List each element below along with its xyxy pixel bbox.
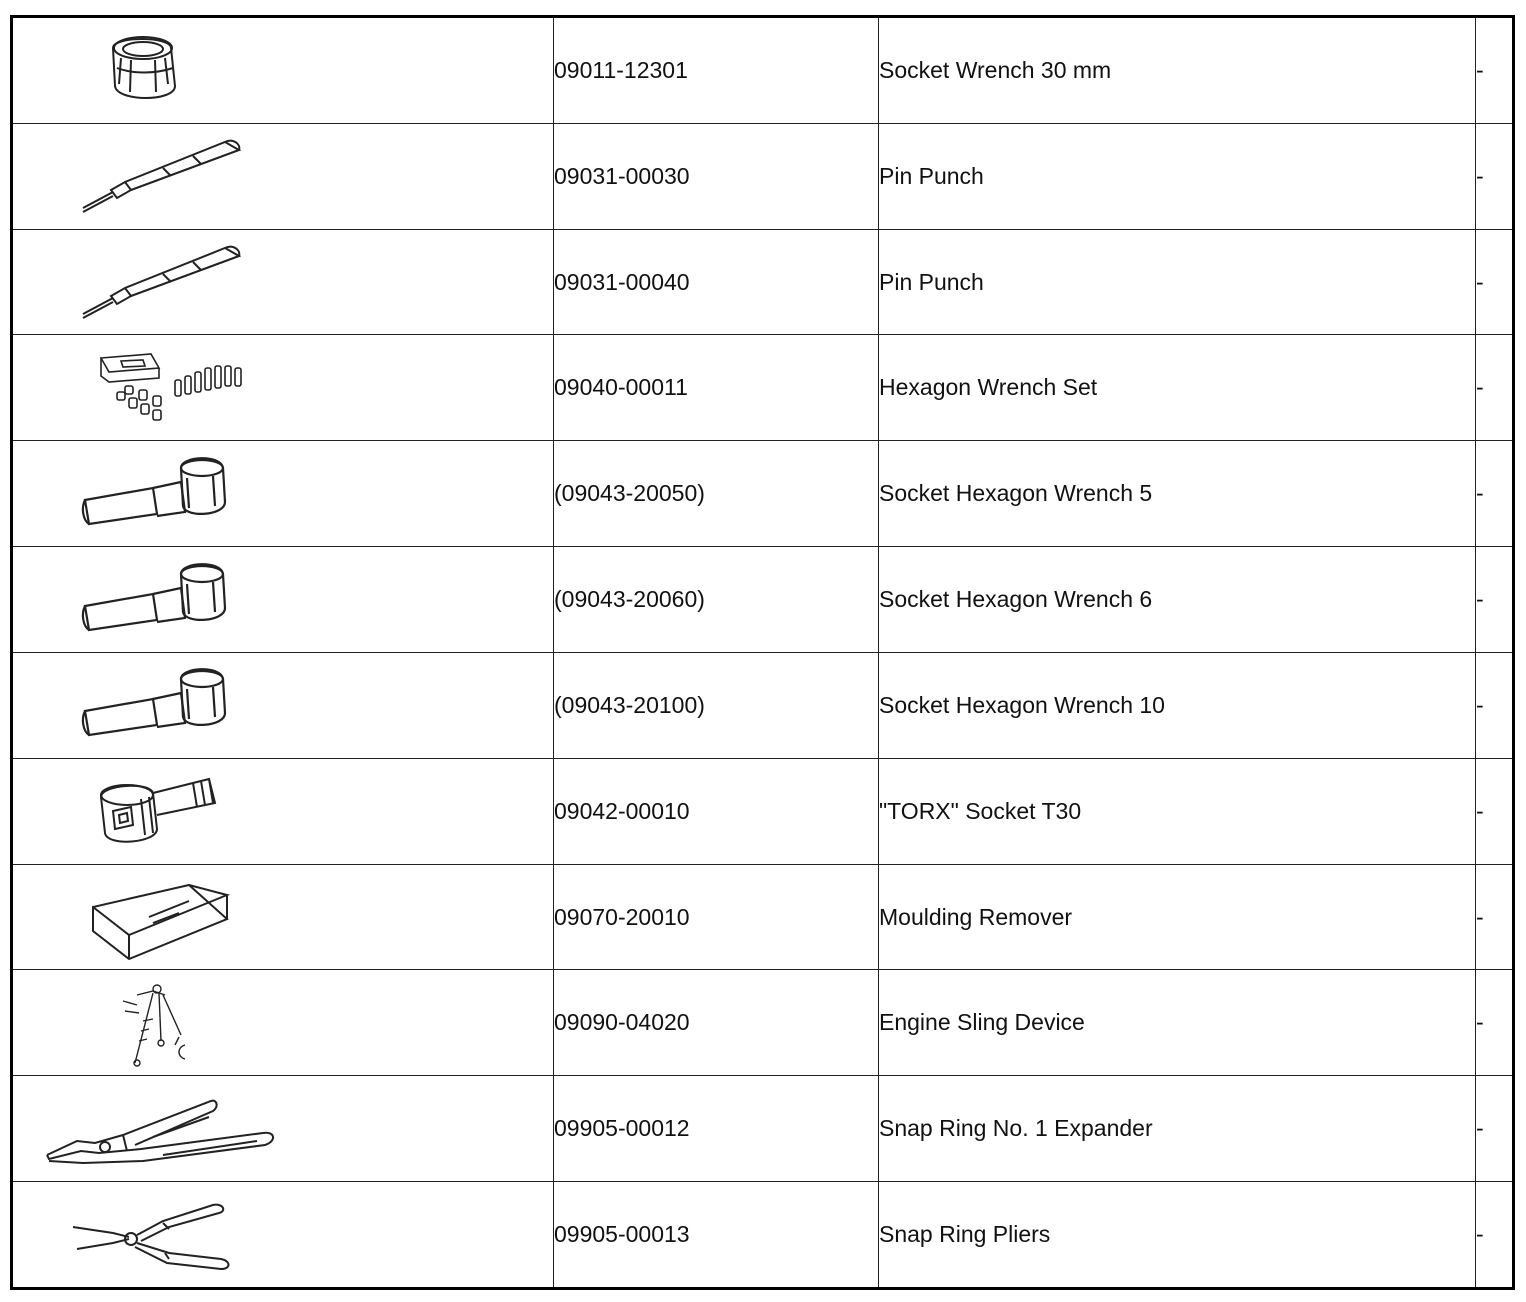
part-number: (09043-20100) xyxy=(554,652,879,758)
snap-ring-expander-icon xyxy=(13,1077,553,1181)
table-row xyxy=(12,441,1514,547)
tool-name: Engine Sling Device xyxy=(879,970,1476,1076)
tool-name: Socket Hexagon Wrench 10 xyxy=(879,652,1476,758)
tool-illustration-cell xyxy=(12,1076,554,1182)
tool-illustration-cell xyxy=(12,864,554,970)
snap-ring-pliers-icon xyxy=(13,1183,553,1287)
tool-name: Moulding Remover xyxy=(879,864,1476,970)
tool-name: Socket Hexagon Wrench 5 xyxy=(879,441,1476,547)
tool-name: Pin Punch xyxy=(879,123,1476,229)
part-number: 09905-00013 xyxy=(554,1182,879,1289)
table-row xyxy=(12,547,1514,653)
engine-sling-device-icon xyxy=(13,971,553,1075)
torx-socket-icon xyxy=(13,759,553,863)
remark: - xyxy=(1476,441,1514,547)
part-number: (09043-20050) xyxy=(554,441,879,547)
remark: - xyxy=(1476,1182,1514,1289)
remark: - xyxy=(1476,547,1514,653)
remark: - xyxy=(1476,123,1514,229)
pin-punch-icon xyxy=(13,230,553,334)
tool-illustration-cell xyxy=(12,229,554,335)
table-row xyxy=(12,17,1514,124)
tool-illustration-cell xyxy=(12,758,554,864)
tool-name: Socket Hexagon Wrench 6 xyxy=(879,547,1476,653)
sst-table xyxy=(10,15,1515,1290)
sst-table-body xyxy=(12,17,1514,1289)
tool-illustration-cell xyxy=(12,547,554,653)
table-row xyxy=(12,123,1514,229)
part-number: 09042-00010 xyxy=(554,758,879,864)
part-number: 09031-00040 xyxy=(554,229,879,335)
table-row xyxy=(12,652,1514,758)
remark: - xyxy=(1476,864,1514,970)
moulding-remover-icon xyxy=(13,865,553,969)
hexagon-wrench-set-icon xyxy=(13,336,553,440)
tool-illustration-cell xyxy=(12,970,554,1076)
pin-punch-icon xyxy=(13,124,553,228)
part-number: (09043-20060) xyxy=(554,547,879,653)
table-row xyxy=(12,1182,1514,1289)
table-row xyxy=(12,758,1514,864)
socket-hexagon-wrench-icon xyxy=(13,442,553,546)
tool-name: "TORX" Socket T30 xyxy=(879,758,1476,864)
part-number: 09031-00030 xyxy=(554,123,879,229)
tool-illustration-cell xyxy=(12,1182,554,1289)
tool-name: Pin Punch xyxy=(879,229,1476,335)
table-row xyxy=(12,1076,1514,1182)
table-row xyxy=(12,864,1514,970)
tool-name: Socket Wrench 30 mm xyxy=(879,17,1476,124)
tool-name: Hexagon Wrench Set xyxy=(879,335,1476,441)
remark: - xyxy=(1476,758,1514,864)
remark: - xyxy=(1476,17,1514,124)
part-number: 09040-00011 xyxy=(554,335,879,441)
remark: - xyxy=(1476,970,1514,1076)
tool-illustration-cell xyxy=(12,335,554,441)
part-number: 09070-20010 xyxy=(554,864,879,970)
remark: - xyxy=(1476,1076,1514,1182)
remark: - xyxy=(1476,335,1514,441)
socket-hexagon-wrench-icon xyxy=(13,653,553,757)
part-number: 09011-12301 xyxy=(554,17,879,124)
socket-wrench-icon xyxy=(13,18,553,122)
tool-illustration-cell xyxy=(12,17,554,124)
tool-name: Snap Ring Pliers xyxy=(879,1182,1476,1289)
remark: - xyxy=(1476,652,1514,758)
table-row xyxy=(12,970,1514,1076)
remark: - xyxy=(1476,229,1514,335)
part-number: 09090-04020 xyxy=(554,970,879,1076)
table-row xyxy=(12,335,1514,441)
tool-illustration-cell xyxy=(12,652,554,758)
tool-name: Snap Ring No. 1 Expander xyxy=(879,1076,1476,1182)
table-row xyxy=(12,229,1514,335)
tool-illustration-cell xyxy=(12,123,554,229)
tool-illustration-cell xyxy=(12,441,554,547)
socket-hexagon-wrench-icon xyxy=(13,548,553,652)
part-number: 09905-00012 xyxy=(554,1076,879,1182)
